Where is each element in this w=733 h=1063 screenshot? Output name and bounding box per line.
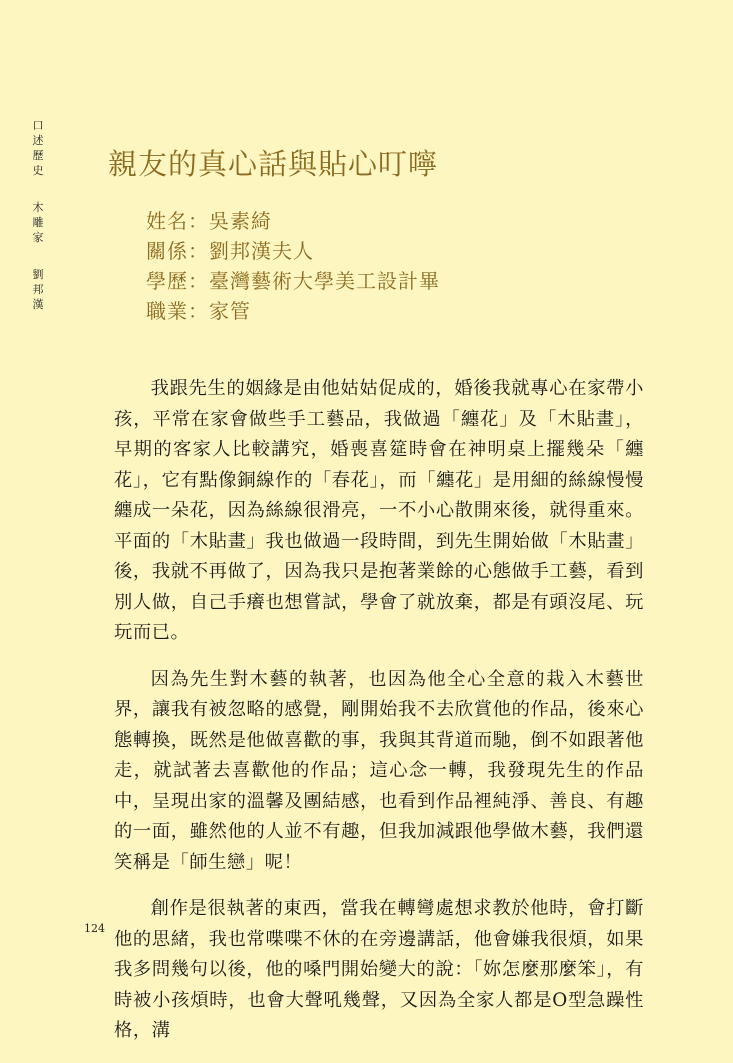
interviewee-info bbox=[146, 206, 440, 326]
info-education: 學歷：臺灣藝術大學美工設計畢 bbox=[146, 269, 440, 293]
header-char: 雕 bbox=[32, 216, 44, 229]
header-char: 漢 bbox=[32, 298, 44, 311]
info-relation: 關係：劉邦漢夫人 bbox=[146, 239, 314, 263]
info-occupation: 職業：家管 bbox=[146, 299, 251, 323]
header-char: 口 bbox=[32, 119, 44, 132]
header-char: 邦 bbox=[32, 283, 44, 296]
page-number: 124 bbox=[84, 922, 105, 935]
paragraph: 我跟先生的姻緣是由他姑姑促成的，婚後我就專心在家帶小孩，平常在家會做些手工藝品，我做過「纏花」及「木貼畫」，早期的客家人比較講究，婚喪喜筵時會在神明桌上擺幾朵「纏花」，它有點像銅線作的「春花」，而「纏花」是用細的絲線慢慢纏成一朵花，因為絲線很滑亮，一不小心散開來後，就得重來。平面的「木貼畫」我也做過一段時間，到先生開始做「木貼畫」後，我就不再做了，因為我只是抱著業餘的心態做手工藝，看到別人做，自己手癢也想嘗試，學會了就放棄，都是有頭沒尾、玩玩而已。 bbox=[114, 378, 644, 643]
header-char: 歷 bbox=[32, 149, 44, 162]
running-header-series bbox=[30, 118, 46, 178]
header-char: 史 bbox=[32, 164, 44, 177]
info-name: 姓名：吳素綺 bbox=[146, 209, 272, 233]
header-char: 木 bbox=[32, 201, 44, 214]
running-header bbox=[30, 118, 46, 312]
body-text bbox=[114, 374, 644, 1063]
paragraph: 因為先生對木藝的執著，也因為他全心全意的栽入木藝世界，讓我有被忽略的感覺，剛開始我不去欣賞他的作品，後來心態轉換，既然是他做喜歡的事，我與其背道而馳，倒不如跟著他走，就試著去喜歡他的作品；這心念一轉，我發現先生的作品中，呈現出家的溫馨及團結感，也看到作品裡純淨、善良、有趣的一面，雖然他的人並不有趣，但我加減跟他學做木藝，我們還笑稱是「師生戀」呢！ bbox=[114, 668, 644, 873]
header-char: 劉 bbox=[32, 268, 44, 281]
paragraph: 創作是很執著的東西，當我在轉彎處想求教於他時，會打斷他的思緒，我也常喋喋不休的在旁邊講話，他會嫌我很煩，如果我多問幾句以後，他的嗓門開始變大的說：「妳怎麼那麼笨」，有時被小孩煩時，也會大聲吼幾聲，又因為全家人都是O型急躁性格，溝 bbox=[114, 898, 644, 1041]
header-char: 述 bbox=[32, 134, 44, 147]
running-header-name bbox=[30, 267, 46, 312]
chapter-title: 親友的真心話與貼心叮嚀 bbox=[108, 147, 439, 181]
running-header-subject bbox=[30, 200, 46, 245]
header-char: 家 bbox=[32, 231, 44, 244]
